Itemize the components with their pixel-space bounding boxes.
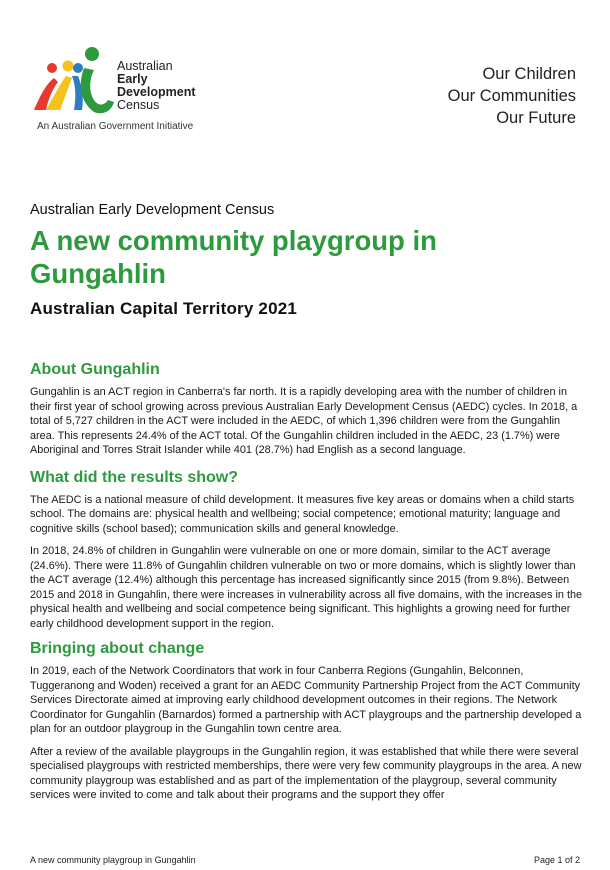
section-about [30,360,586,458]
logo-line-1: Australian [117,59,173,73]
section-heading: Bringing about change [30,640,205,657]
document-eyebrow: Australian Early Development Census [30,202,275,218]
logo-line-2: Early [117,72,148,86]
aedc-logo [32,44,232,134]
document-title: A new community playgroup in Gungahlin [30,225,437,289]
footer-title: A new community playgroup in Gungahlin [30,855,196,865]
aedc-logo-mark [32,44,116,120]
paragraph: The AEDC is a national measure of child development. It measures five key areas or domains when a child starts school. The domains are: physical health and wellbeing; social competence; emotional maturity; language and cognitive skills (school based); communication skills and general knowledge. [30,493,575,535]
logo-subline: An Australian Government Initiative [37,121,194,132]
section-heading: About Gungahlin [30,361,160,378]
logo-line-4: Census [117,98,160,112]
tagline-line-1: Our Children [482,65,576,83]
tagline-line-2: Our Communities [447,87,576,105]
paragraph: Gungahlin is an ACT region in Canberra's far north. It is a rapidly developing area with the number of children in their first year of school growing across previous Australian Early Development Census (AEDC) cycles. In 2018, a total of 5,727 children in the ACT were included in the AEDC, of which 1,396 children were from the Gungahlin area. This represents 24.4% of the ACT total. Of the Gungahlin children included in the AEDC, 23 (1.7%) were Aboriginal and Torres Strait Islander while 401 (28.7%) had English as a second language. [30,386,578,456]
document-subtitle: Australian Capital Territory 2021 [30,299,298,318]
paragraph: In 2019, each of the Network Coordinators that work in four Canberra Regions (Gungahlin, Belconnen, Tuggeranong and Woden) received a grant for an AEDC Community Partnership Project from the ACT Community Services Directorate aimed at improving early childhood development outcomes in their regions. The Network Coordinator for Gungahlin (Barnardos) formed a partnership with ACT playgroups and the partnership developed a plan for an outdoor playgroup in the Gungahlin town centre area. [30,665,582,735]
logo-line-3: Development [117,85,196,99]
tagline-line-3: Our Future [496,109,576,127]
page-number: Page 1 of 2 [533,855,580,865]
paragraph: After a review of the available playgroups in the Gungahlin region, it was established that while there were several specialised playgroups with restricted memberships, there were very few community playgroups in the area. A new community playgroup was established and as part of the implementation of the playgroup, several community services were invited to come and talk about their programs and the support they offer [30,745,582,801]
tagline [448,63,576,129]
paragraph: In 2018, 24.8% of children in Gungahlin were vulnerable on one or more domain, similar to the ACT average (24.6%). There were 11.8% of Gungahlin children vulnerable on two or more domains, which is slightly lower than the ACT average (12.4%) although this percentage has increased significantly since 2015 (from 9.8%). Between 2015 and 2018 in Gungahlin, there were increases in vulnerability across all five domains, with the increases in the physical health and wellbeing and social competence being significant. This highlights a growing need for further early childhood development support in the region. [30,545,583,630]
section-change [30,639,586,803]
logo-wordmark [117,60,196,112]
document-body [30,360,586,811]
section-results [30,468,586,632]
section-heading: What did the results show? [30,468,239,486]
